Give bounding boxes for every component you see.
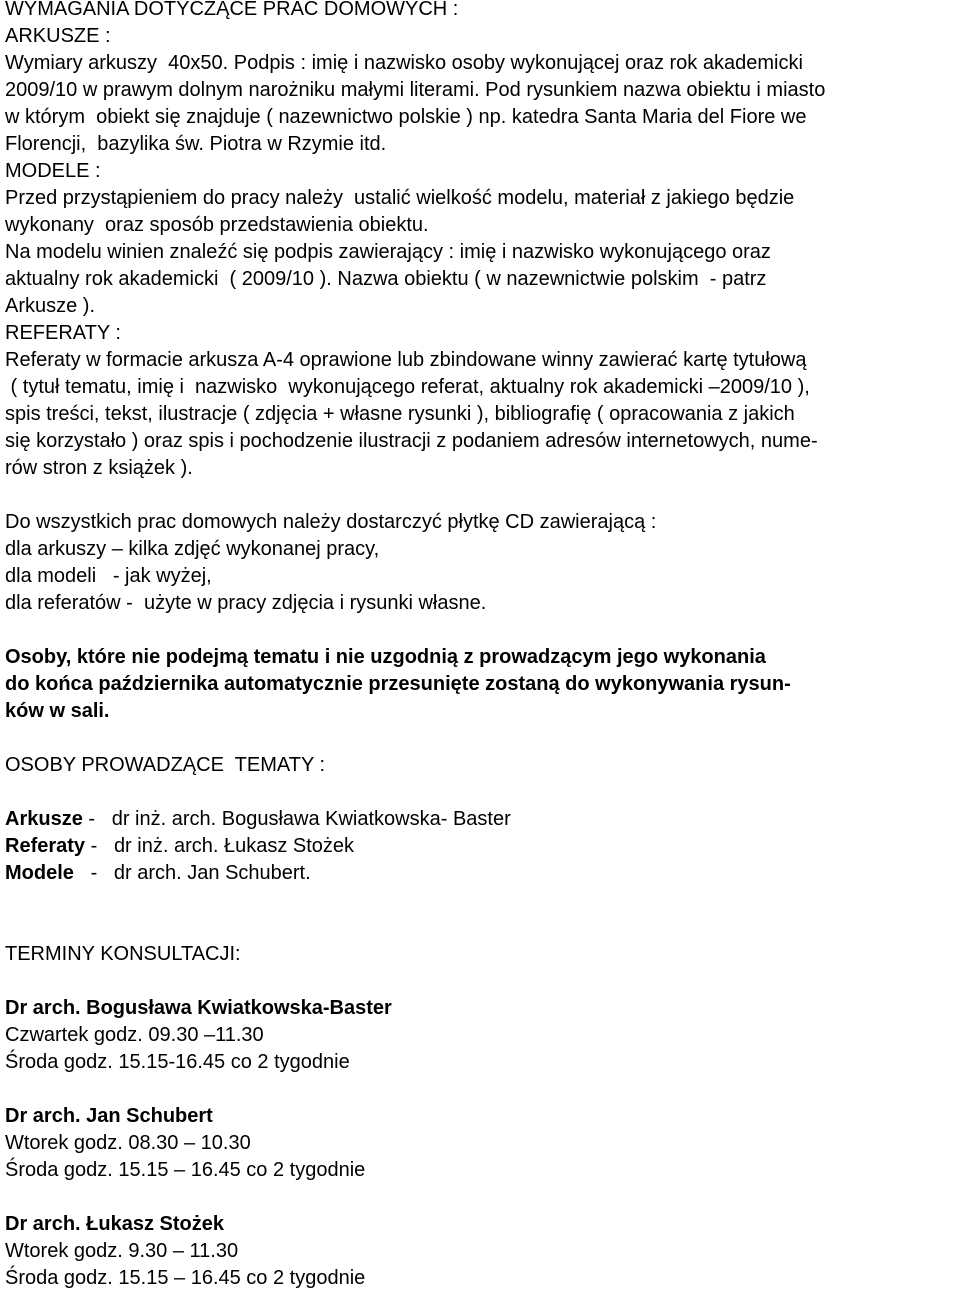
spacer: [5, 617, 955, 644]
spacer: [5, 968, 955, 995]
warning-line: Osoby, które nie podejmą tematu i nie uzgodnią z prowadzącym jego wykonania: [5, 646, 766, 668]
modele-line: wykonany oraz sposób przedstawienia obiektu.: [5, 214, 429, 236]
spacer: [5, 1076, 955, 1103]
arkusze-line: w którym obiekt się znajduje ( nazewnictwo polskie ) np. katedra Santa Maria del Fiore we: [5, 106, 807, 128]
spacer: [5, 482, 955, 509]
referaty-line: się korzystało ) oraz spis i pochodzenie ilustracji z podaniem adresów internetowych, nume-: [5, 430, 818, 452]
arkusze-line: Wymiary arkuszy 40x50. Podpis : imię i nazwisko osoby wykonującej oraz rok akademicki: [5, 52, 803, 74]
consultation-slot: Czwartek godz. 09.30 –11.30: [5, 1024, 264, 1046]
consultant-name: Dr arch. Bogusława Kwiatkowska-Baster: [5, 997, 392, 1019]
prowadzacy-person: dr arch. Jan Schubert.: [113, 862, 311, 884]
referaty-line: ( tytuł tematu, imię i nazwisko wykonującego referat, aktualny rok akademicki –2009/10 ),: [5, 376, 810, 398]
spacer: [5, 887, 955, 941]
warning-line: ków w sali.: [5, 700, 110, 722]
document-title: WYMAGANIA DOTYCZĄCE PRAC DOMOWYCH :: [5, 0, 459, 20]
consultant-name: Dr arch. Jan Schubert: [5, 1105, 213, 1127]
consultant-name: Dr arch. Łukasz Stożek: [5, 1213, 224, 1235]
prowadzacy-row: [5, 806, 955, 833]
warning-line: do końca października automatycznie przesunięte zostaną do wykonywania rysun-: [5, 673, 791, 695]
spacer: [5, 725, 955, 752]
terminy-heading: TERMINY KONSULTACJI:: [5, 943, 241, 965]
consultation-slot: Środa godz. 15.15 – 16.45 co 2 tygodnie: [5, 1267, 366, 1289]
modele-heading: MODELE :: [5, 160, 101, 182]
modele-line: Arkusze ).: [5, 295, 96, 317]
modele-line: aktualny rok akademicki ( 2009/10 ). Nazwa obiektu ( w nazewnictwie polskim - patrz: [5, 268, 767, 290]
document-page: [5, 0, 955, 1292]
prowadzacy-sep: -: [85, 835, 114, 857]
cd-line: dla modeli - jak wyżej,: [5, 565, 212, 587]
cd-line: dla arkuszy – kilka zdjęć wykonanej pracy,: [5, 538, 380, 560]
consultation-slot: Środa godz. 15.15 – 16.45 co 2 tygodnie: [5, 1159, 366, 1181]
prowadzacy-sep: -: [82, 808, 112, 830]
prowadzacy-label: Arkusze: [5, 808, 83, 830]
consultation-slot: Wtorek godz. 9.30 – 11.30: [5, 1240, 239, 1262]
prowadzacy-label: Modele: [5, 862, 74, 884]
spacer: [5, 779, 955, 806]
arkusze-heading: ARKUSZE :: [5, 25, 111, 47]
referaty-line: rów stron z książek ).: [5, 457, 193, 479]
modele-line: Przed przystąpieniem do pracy należy ustalić wielkość modelu, materiał z jakiego będzie: [5, 187, 795, 209]
prowadzacy-person: dr inż. arch. Łukasz Stożek: [113, 835, 355, 857]
modele-line: Na modelu winien znaleźć się podpis zawierający : imię i nazwisko wykonującego oraz: [5, 241, 771, 263]
arkusze-line: 2009/10 w prawym dolnym narożniku małymi literami. Pod rysunkiem nazwa obiektu i miasto: [5, 79, 826, 101]
cd-line: Do wszystkich prac domowych należy dostarczyć płytkę CD zawierającą :: [5, 511, 657, 533]
prowadzacy-person: dr inż. arch. Bogusława Kwiatkowska- Baster: [111, 808, 511, 830]
referaty-heading: REFERATY :: [5, 322, 121, 344]
prowadzacy-row: [5, 860, 955, 887]
cd-line: dla referatów - użyte w pracy zdjęcia i rysunki własne.: [5, 592, 487, 614]
prowadzacy-label: Referaty: [5, 835, 86, 857]
prowadzacy-sep: -: [73, 862, 114, 884]
referaty-line: spis treści, tekst, ilustracje ( zdjęcia + własne rysunki ), bibliografię ( opracowania z jakich: [5, 403, 795, 425]
arkusze-line: Florencji, bazylika św. Piotra w Rzymie itd.: [5, 133, 387, 155]
referaty-line: Referaty w formacie arkusza A-4 oprawione lub zbindowane winny zawierać kartę tytułową: [5, 349, 807, 371]
spacer: [5, 1184, 955, 1211]
prowadzacy-heading: OSOBY PROWADZĄCE TEMATY :: [5, 754, 326, 776]
consultation-slot: Środa godz. 15.15-16.45 co 2 tygodnie: [5, 1051, 350, 1073]
prowadzacy-row: [5, 833, 955, 860]
consultation-slot: Wtorek godz. 08.30 – 10.30: [5, 1132, 251, 1154]
